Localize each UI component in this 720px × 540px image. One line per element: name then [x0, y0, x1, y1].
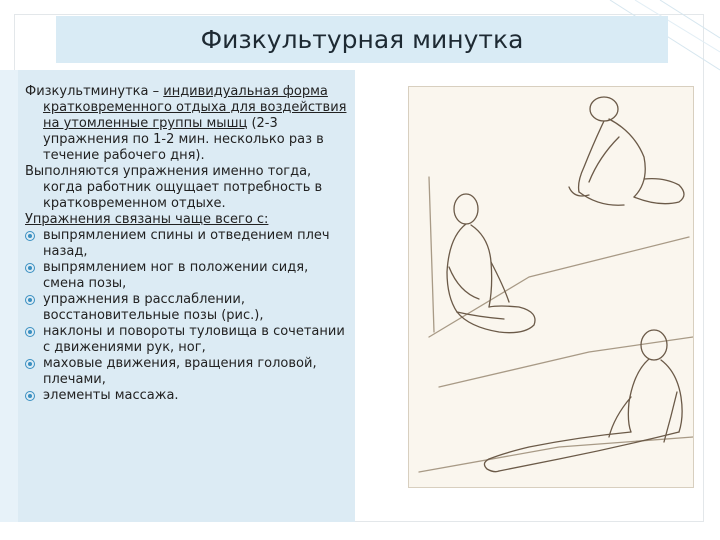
definition-term: Физкультминутка – — [25, 84, 164, 99]
circle-bullet-icon — [25, 359, 35, 369]
exercise-list — [25, 228, 351, 404]
list-item — [25, 388, 351, 404]
circle-bullet-icon — [25, 295, 35, 305]
list-item-text: маховые движения, вращения головой, плечами, — [43, 356, 317, 387]
exercises-heading: Упражнения связаны чаще всего с: — [25, 212, 269, 227]
exercise-figures-drawing — [409, 87, 693, 487]
list-item — [25, 356, 351, 388]
figure-bent-forward — [569, 97, 684, 205]
slide-title — [56, 16, 668, 63]
exercise-illustration — [408, 86, 694, 488]
list-item — [25, 324, 351, 356]
left-accent-strip — [0, 70, 18, 522]
definition-rest: (2-3 упражнения по 1-2 мин. несколько раз в течение рабочего дня). — [43, 116, 324, 163]
list-item-text: элементы массажа. — [43, 388, 179, 403]
circle-bullet-icon — [25, 391, 35, 401]
list-item — [25, 228, 351, 260]
timing-paragraph: Выполняются упражнения именно тогда, когда работник ощущает потребность в кратковременном отдыхе. — [25, 164, 323, 211]
list-item-text: выпрямлением ног в положении сидя, смена позы, — [43, 260, 309, 291]
circle-bullet-icon — [25, 231, 35, 241]
text-panel — [18, 70, 355, 522]
figure-sitting-cross-legged — [429, 177, 535, 333]
list-item-text: выпрямлением спины и отведением плеч назад, — [43, 228, 330, 259]
list-item — [25, 260, 351, 292]
definition-underlined: индивидуальная форма кратковременного отдыха для воздействия на утомленные группы мышц — [43, 84, 347, 131]
slide-title-text: Физкультурная минутка — [200, 25, 524, 54]
list-item — [25, 292, 351, 324]
circle-bullet-icon — [25, 263, 35, 273]
list-item-text: упражнения в расслаблении, восстановительные позы (рис.), — [43, 292, 264, 323]
figure-sitting-legs-stretched — [484, 330, 682, 472]
definition-paragraph — [25, 84, 351, 164]
circle-bullet-icon — [25, 327, 35, 337]
list-item-text: наклоны и повороты туловища в сочетании с движениями рук, ног, — [43, 324, 345, 355]
